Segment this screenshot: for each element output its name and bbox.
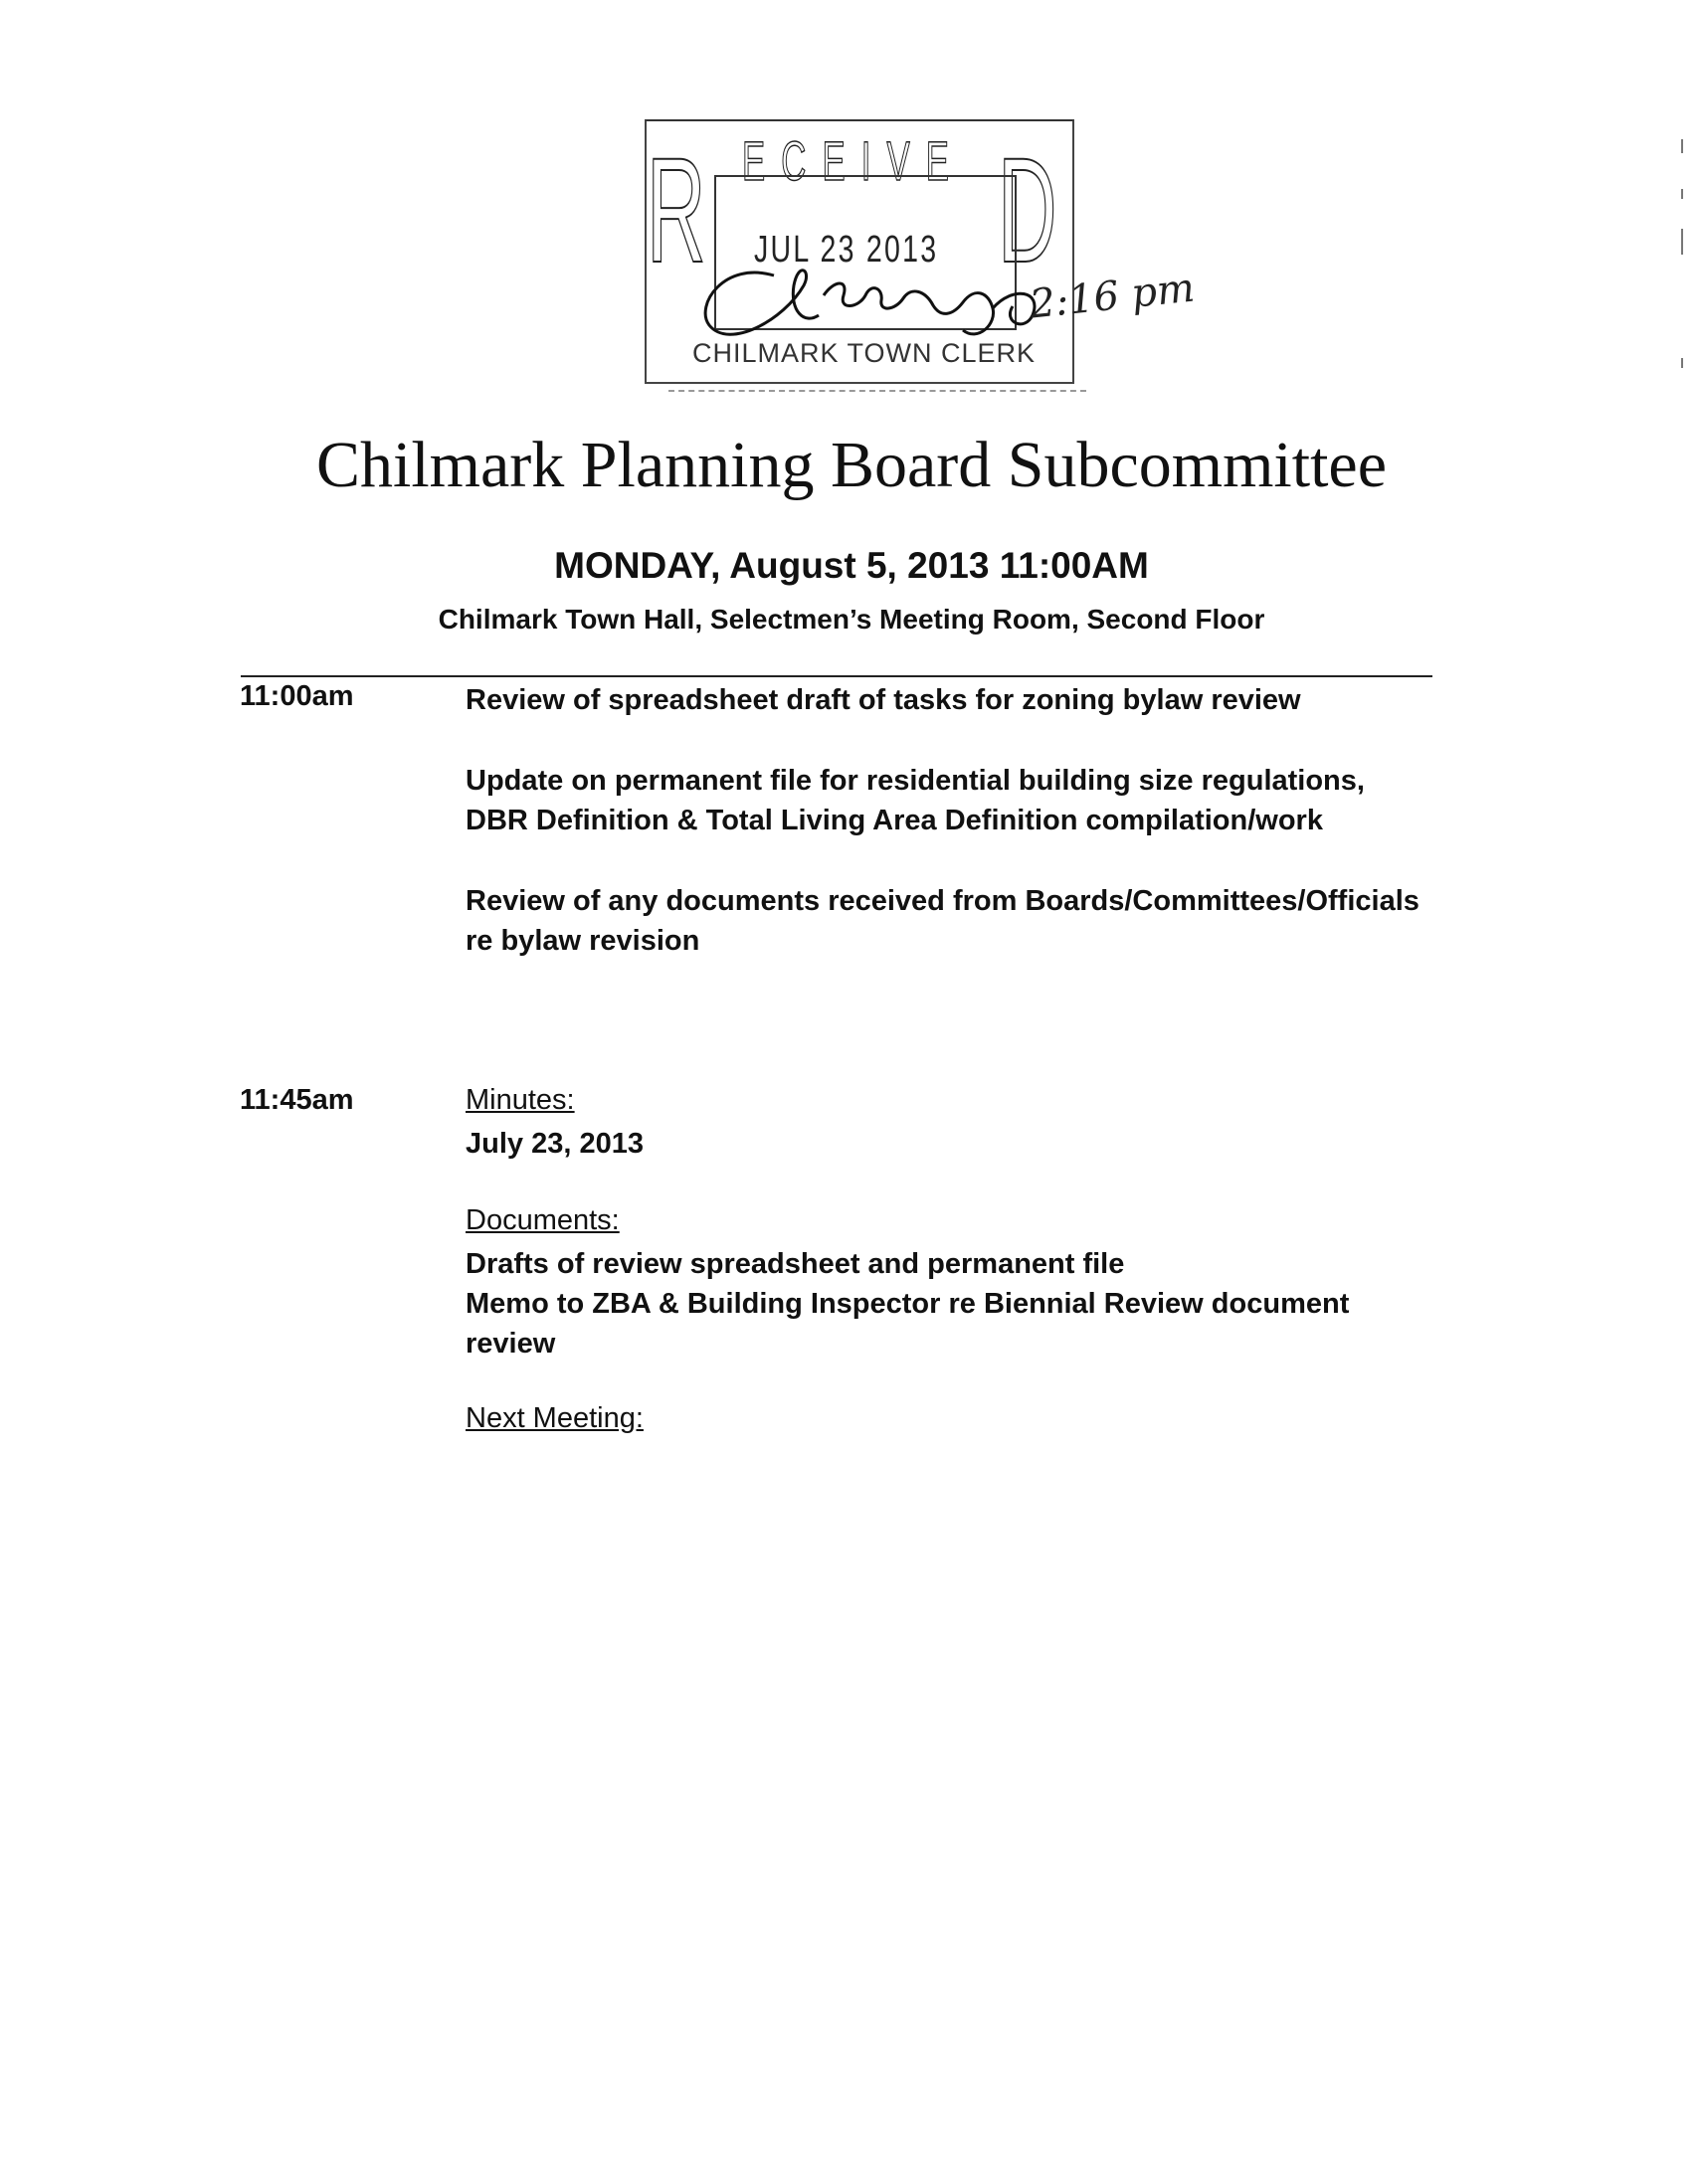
stamp-letter-r: R [647,126,706,293]
stamp-letter-d: D [998,126,1057,293]
documents-line-1: Drafts of review spreadsheet and permanent file [466,1248,1125,1280]
agenda-time-1: 11:00am [240,680,354,712]
clerk-signature [635,111,1192,410]
meeting-location: Chilmark Town Hall, Selectmen’s Meeting Room, Second Floor [438,604,1265,635]
next-meeting-label: Next Meeting: [466,1402,644,1434]
stamp-clerk-label: CHILMARK TOWN CLERK [692,338,1037,368]
stamp-letters-middle: ECEIVE [742,129,966,192]
agenda-item-spreadsheet-review: Review of spreadsheet draft of tasks for zoning bylaw review [466,684,1301,716]
stamp-date: JUL 23 2013 [754,229,939,271]
agenda-time-2: 11:45am [240,1084,354,1116]
documents-label: Documents: [466,1204,620,1236]
minutes-date: July 23, 2013 [466,1128,644,1160]
agenda-item-permanent-file-line1: Update on permanent file for residential building size regulations, [466,765,1365,797]
page-title: Chilmark Planning Board Subcommittee [315,429,1388,501]
scan-edge-marks [1681,139,1685,398]
header-divider [241,675,1432,677]
agenda-item-documents-received-line1: Review of any documents received from Boards/Committees/Officials [466,885,1419,917]
agenda-item-documents-received-line2: re bylaw revision [466,925,700,957]
documents-line-2: Memo to ZBA & Building Inspector re Biennial Review document [466,1288,1350,1320]
received-stamp [635,111,1082,380]
handwritten-receipt-time: 2:16 pm [1028,265,1198,328]
stamp-dash-line [668,390,1086,392]
minutes-label: Minutes: [466,1084,575,1116]
agenda-item-permanent-file-line2: DBR Definition & Total Living Area Definition compilation/work [466,805,1323,836]
documents-line-3: review [466,1328,556,1360]
meeting-date-time: MONDAY, August 5, 2013 11:00AM [554,545,1149,586]
